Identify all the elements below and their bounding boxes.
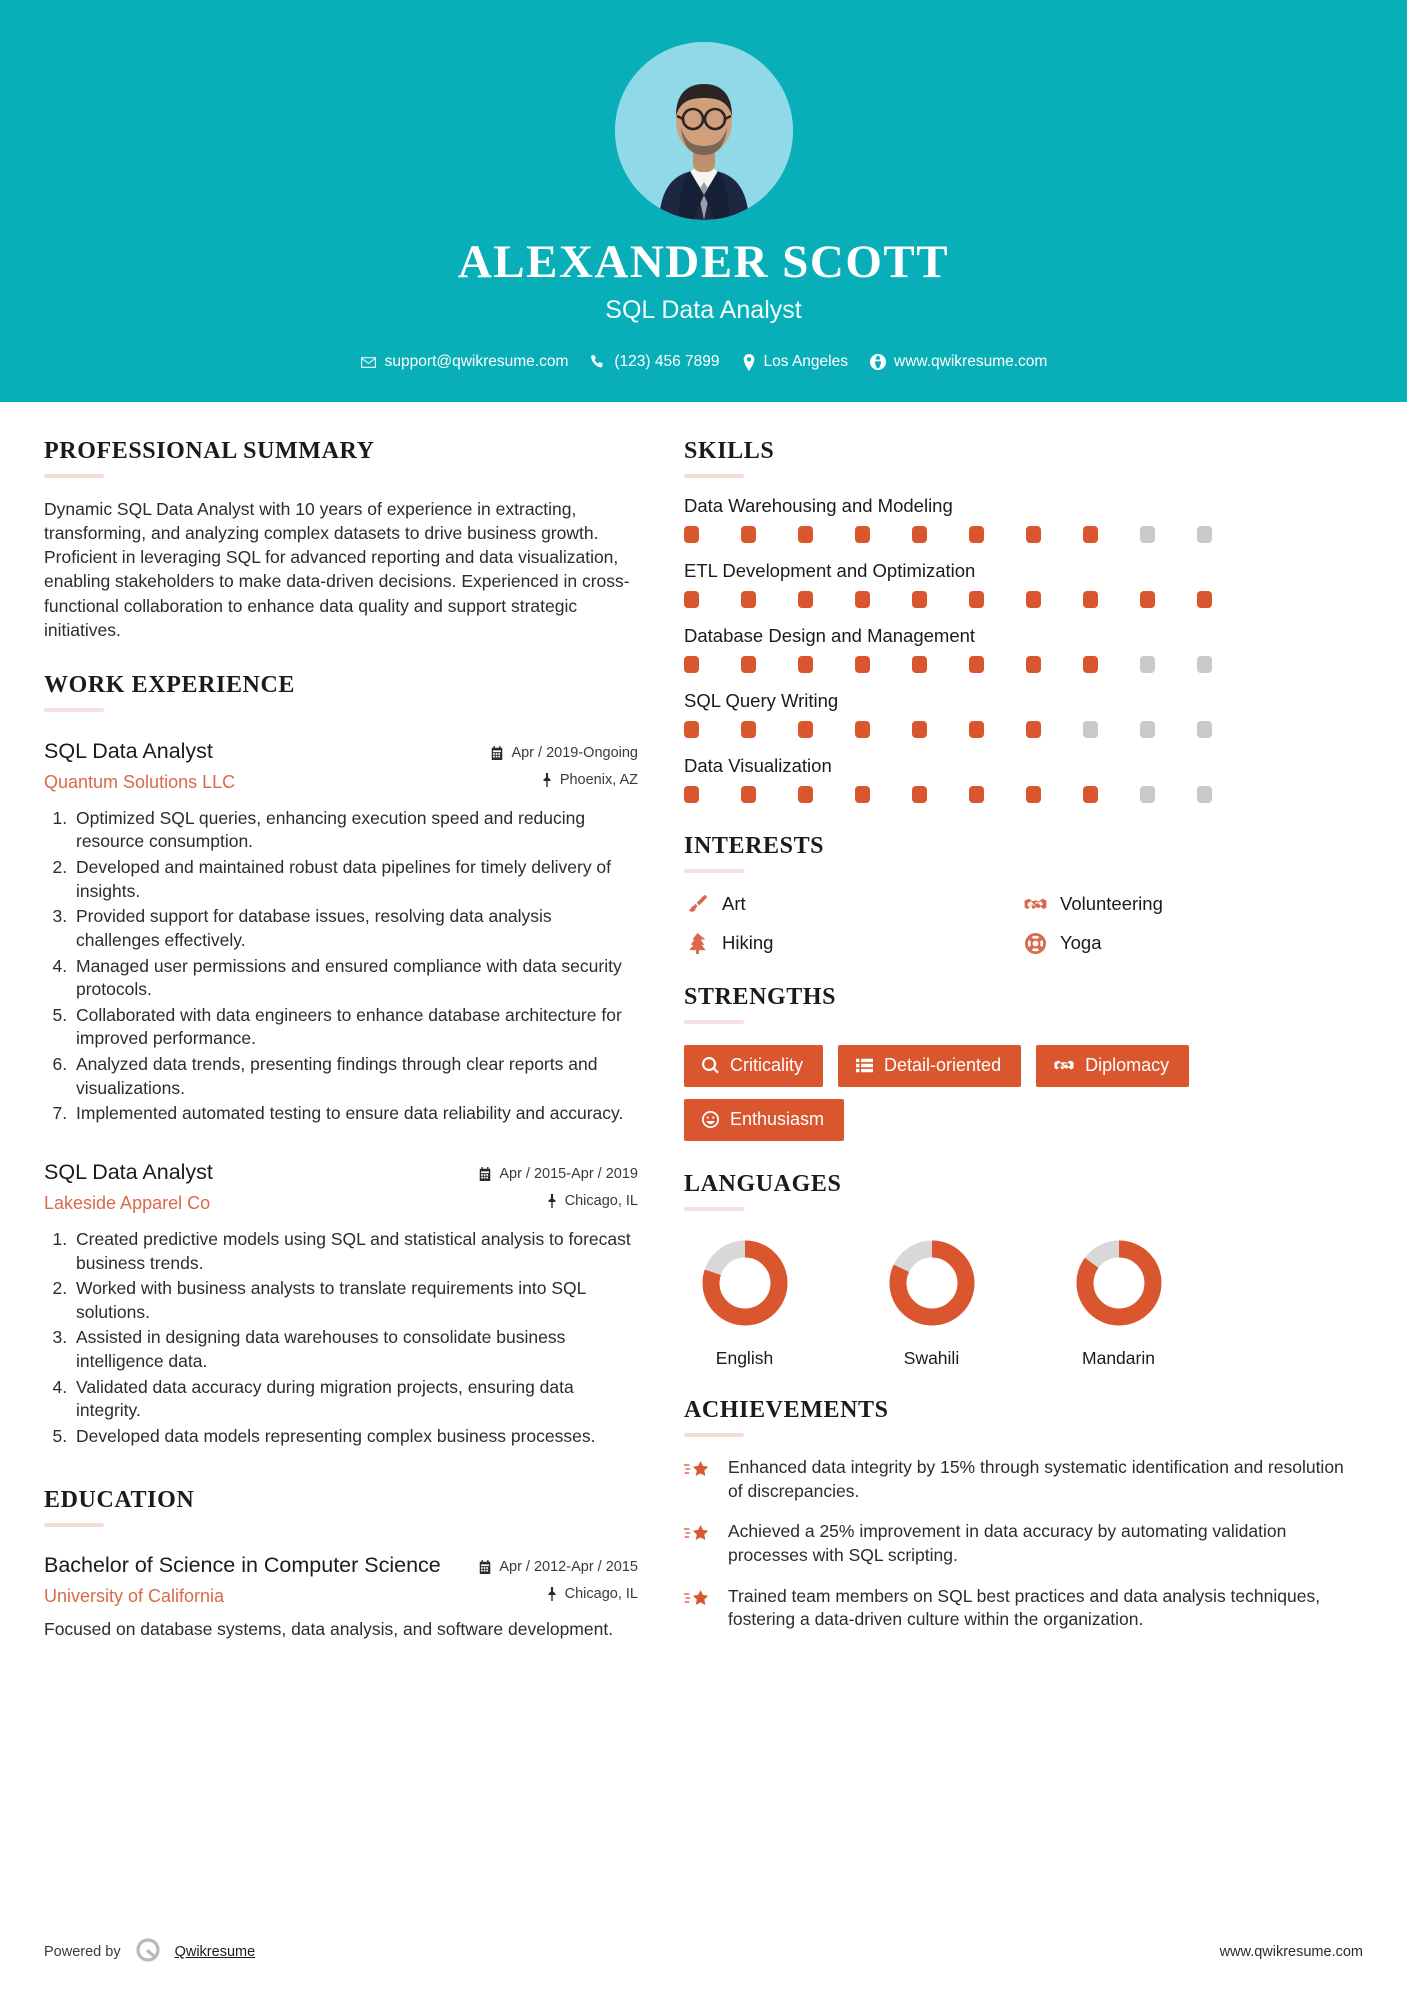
skill-dot [912, 656, 927, 673]
donut-mandarin [1071, 1235, 1167, 1331]
strength-label: Diplomacy [1085, 1055, 1170, 1075]
interest-item [684, 893, 1022, 915]
powered-by [44, 1936, 255, 1968]
pushpin-icon [541, 773, 553, 787]
section-achievements [684, 1397, 1360, 1632]
skill-dot [1140, 591, 1155, 608]
education-entry-titles [44, 1553, 478, 1607]
skill-dot [969, 526, 984, 543]
experience-bullet: 1. Optimized SQL queries, enhancing execution speed and reducing resource consumption. [72, 807, 638, 854]
section-rule [684, 1433, 744, 1437]
interest-label: Hiking [722, 932, 774, 953]
section-rule [684, 1207, 744, 1211]
language-label: Mandarin [1082, 1348, 1155, 1368]
language-item [692, 1235, 797, 1369]
experience-role: SQL Data Analyst [44, 1159, 213, 1184]
skill-dot [1140, 656, 1155, 673]
experience-bullet: 5. Collaborated with data engineers to enhance database architecture for improved performance. [72, 1004, 638, 1051]
experience-bullet: 3. Provided support for database issues, resolving data analysis challenges effectively. [72, 905, 638, 952]
strength-chip-diplomacy [1036, 1045, 1189, 1087]
section-strengths [684, 984, 1360, 1141]
experience-location-text: Chicago, IL [564, 1192, 638, 1209]
strength-label: Enthusiasm [730, 1109, 825, 1129]
section-skills [684, 438, 1360, 803]
skill-dot [798, 786, 813, 803]
skill-dot [1197, 656, 1212, 673]
section-heading-strengths: STRENGTHS [684, 984, 837, 1010]
interest-label: Yoga [1060, 932, 1102, 953]
pushpin-icon [546, 1587, 558, 1601]
interest-item [1022, 932, 1360, 954]
experience-location [490, 772, 638, 788]
section-interests [684, 833, 1360, 954]
skill-dot [855, 591, 870, 608]
skill-item [684, 625, 1360, 673]
section-heading-interests: INTERESTS [684, 833, 825, 859]
experience-entry-head [44, 739, 638, 793]
strength-label: Criticality [730, 1055, 804, 1075]
skill-dot [969, 656, 984, 673]
experience-location-text: Phoenix, AZ [559, 771, 638, 788]
skill-dot [1026, 591, 1041, 608]
experience-bullet: 2. Developed and maintained robust data pipelines for timely delivery of insights. [72, 856, 638, 903]
skill-rating [684, 526, 1360, 543]
skill-dot [969, 721, 984, 738]
interests-grid [684, 893, 1360, 954]
contact-location-text: Los Angeles [763, 353, 848, 371]
achievement-text: Achieved a 25% improvement in data accuracy by automating validation processes with SQL scripting. [728, 1521, 1287, 1565]
strength-chip-enthusiasm [684, 1099, 844, 1141]
qwikresume-brand-link[interactable]: Qwikresume [174, 1944, 256, 1960]
section-education [44, 1487, 638, 1642]
shooting-star-icon [684, 1456, 714, 1483]
skill-dot [684, 656, 699, 673]
skill-dot [912, 591, 927, 608]
section-rule [684, 1020, 744, 1024]
skill-dot [1197, 591, 1212, 608]
skill-rating [684, 786, 1360, 803]
experience-bullet: 3. Assisted in designing data warehouses to consolidate business intelligence data. [72, 1326, 638, 1373]
calendar-icon [478, 1167, 492, 1181]
education-location [478, 1586, 638, 1602]
experience-bullet: 4. Validated data accuracy during migration projects, ensuring data integrity. [72, 1376, 638, 1423]
contact-website[interactable] [870, 353, 1047, 371]
donut-english [697, 1235, 793, 1331]
calendar-icon [490, 746, 504, 760]
tree-icon [684, 933, 710, 954]
skill-dot [912, 721, 927, 738]
skill-dot [969, 786, 984, 803]
education-description: Focused on database systems, data analysis, and software development. [44, 1618, 614, 1639]
pushpin-icon [546, 1194, 558, 1208]
language-donut-chart [1066, 1235, 1171, 1336]
skill-dot [912, 526, 927, 543]
education-dates [478, 1559, 638, 1575]
experience-bullets [44, 807, 638, 1126]
skill-dot [1083, 526, 1098, 543]
strengths-list [684, 1045, 1360, 1141]
qwikresume-logo-icon [134, 1936, 162, 1968]
achievement-item [684, 1456, 1360, 1503]
section-languages [684, 1171, 1360, 1369]
skill-dot [1083, 591, 1098, 608]
experience-entry [44, 1160, 638, 1449]
skill-dot [798, 721, 813, 738]
contact-phone[interactable] [590, 353, 719, 371]
section-rule [44, 708, 104, 712]
envelope-icon [360, 354, 377, 371]
section-heading-languages: LANGUAGES [684, 1171, 842, 1197]
languages-list [684, 1235, 1360, 1369]
experience-bullet: 6. Analyzed data trends, presenting findings through clear reports and visualizations. [72, 1053, 638, 1100]
skill-dot [1083, 786, 1098, 803]
language-donut-chart [879, 1235, 984, 1336]
section-rule [44, 474, 104, 478]
education-location-text: Chicago, IL [564, 1585, 638, 1602]
experience-entry-head [44, 1160, 638, 1214]
skill-dot [798, 656, 813, 673]
strength-chip-detail-oriented [838, 1045, 1021, 1087]
skill-dot [969, 591, 984, 608]
header-job-title: SQL Data Analyst [605, 296, 802, 325]
section-heading-education: EDUCATION [44, 1486, 195, 1513]
experience-bullet: 2. Worked with business analysts to translate requirements into SQL solutions. [72, 1277, 638, 1324]
resume-body [0, 402, 1407, 1649]
skill-rating [684, 656, 1360, 673]
skill-item [684, 495, 1360, 543]
contact-location[interactable] [742, 353, 848, 371]
skill-dot [741, 526, 756, 543]
location-pin-icon [742, 354, 756, 371]
section-professional-summary [44, 438, 638, 642]
achievement-item [684, 1520, 1360, 1567]
language-item [879, 1235, 984, 1369]
interest-label: Volunteering [1060, 893, 1163, 914]
section-rule [44, 1523, 104, 1527]
skill-dot [684, 786, 699, 803]
achievements-list [684, 1456, 1360, 1632]
skill-dot [798, 591, 813, 608]
contact-email[interactable] [360, 353, 569, 371]
education-degree: Bachelor of Science in Computer Science [44, 1552, 441, 1577]
skill-dot [1083, 721, 1098, 738]
life-ring-icon [1022, 933, 1048, 954]
experience-bullet: 1. Created predictive models using SQL and statistical analysis to forecast business trends. [72, 1228, 638, 1275]
contact-email-text: support@qwikresume.com [384, 353, 569, 371]
skill-item [684, 560, 1360, 608]
strength-chip-criticality [684, 1045, 823, 1087]
experience-meta [478, 1160, 638, 1209]
list-icon [856, 1057, 873, 1074]
skill-dot [1140, 786, 1155, 803]
experience-bullet: 4. Managed user permissions and ensured compliance with data security protocols. [72, 955, 638, 1002]
skill-dot [855, 721, 870, 738]
strength-label: Detail-oriented [884, 1055, 1002, 1075]
summary-text: Dynamic SQL Data Analyst with 10 years of experience in extracting, transforming, and analyzing complex datasets to drive business growth. Proficient in leveraging SQL for advanced reporting and data visualization, enabling stakeholders to make data-driven decisions. Experienced in cross-functional collaboration to enhance data quality and support strategic initiatives. [44, 499, 630, 640]
phone-icon [590, 354, 606, 370]
skill-dot [1197, 526, 1212, 543]
resume-header [0, 0, 1407, 402]
section-rule [684, 474, 744, 478]
experience-dates [478, 1166, 638, 1182]
achievement-text: Enhanced data integrity by 15% through systematic identification and resolution of discrepancies. [728, 1457, 1344, 1501]
experience-bullet: 7. Implemented automated testing to ensure data reliability and accuracy. [72, 1102, 638, 1126]
footer-url: www.qwikresume.com [1219, 1944, 1363, 1960]
experience-bullet: 5. Developed data models representing complex business processes. [72, 1425, 638, 1449]
powered-by-label: Powered by [44, 1944, 121, 1960]
interest-item [684, 932, 1022, 954]
section-heading-summary: PROFESSIONAL SUMMARY [44, 438, 375, 464]
skill-dot [741, 656, 756, 673]
shooting-star-icon [684, 1520, 714, 1547]
paint-brush-icon [684, 894, 710, 915]
magnifier-icon [702, 1057, 719, 1074]
skill-dot [741, 591, 756, 608]
avatar [615, 42, 793, 220]
donut-swahili [884, 1235, 980, 1331]
experience-role: SQL Data Analyst [44, 738, 213, 763]
skill-dot [798, 526, 813, 543]
achievement-item [684, 1585, 1360, 1632]
experience-entry [44, 739, 638, 1126]
section-rule [684, 869, 744, 873]
page-title: ALEXANDER SCOTT [457, 236, 950, 288]
experience-entry-titles [44, 739, 490, 793]
skill-dot [741, 721, 756, 738]
skill-dot [855, 786, 870, 803]
skill-dot [912, 786, 927, 803]
resume-footer [0, 1936, 1407, 1968]
skill-dot [1026, 721, 1041, 738]
education-entry [44, 1553, 638, 1642]
right-column [684, 438, 1360, 1649]
education-dates-text: Apr / 2012-Apr / 2015 [499, 1558, 638, 1575]
skill-dot [855, 526, 870, 543]
smiley-icon [702, 1111, 719, 1128]
skill-rating [684, 591, 1360, 608]
experience-company: Lakeside Apparel Co [44, 1192, 211, 1213]
interest-item [1022, 893, 1360, 915]
skill-dot [1197, 721, 1212, 738]
skill-label: Data Warehousing and Modeling [684, 495, 953, 516]
globe-icon [870, 354, 886, 370]
achievement-text: Trained team members on SQL best practices and data analysis techniques, fostering a data-driven culture within the organization. [728, 1585, 1321, 1630]
language-label: English [715, 1348, 774, 1368]
skill-dot [1026, 786, 1041, 803]
section-heading-skills: SKILLS [684, 438, 775, 464]
skill-dot [1026, 526, 1041, 543]
skill-dot [1140, 526, 1155, 543]
experience-location [478, 1193, 638, 1209]
skill-dot [741, 786, 756, 803]
calendar-icon [478, 1560, 492, 1574]
language-item [1066, 1235, 1171, 1369]
skill-dot [684, 721, 699, 738]
left-column [44, 438, 638, 1649]
experience-meta [490, 739, 638, 788]
contact-website-text: www.qwikresume.com [894, 353, 1048, 371]
skill-label: SQL Query Writing [684, 690, 839, 711]
experience-dates-text: Apr / 2019-Ongoing [511, 744, 638, 761]
experience-entry-titles [44, 1160, 478, 1214]
education-meta [478, 1553, 638, 1602]
interest-label: Art [722, 893, 746, 914]
skill-dot [1140, 721, 1155, 738]
experience-dates-text: Apr / 2015-Apr / 2019 [499, 1165, 638, 1182]
handshake-icon [1022, 894, 1048, 915]
education-school: University of California [44, 1585, 225, 1606]
skill-dot [1197, 786, 1212, 803]
experience-company: Quantum Solutions LLC [44, 771, 236, 792]
skill-label: Database Design and Management [684, 625, 976, 646]
skill-rating [684, 721, 1360, 738]
skill-dot [1083, 656, 1098, 673]
skill-label: ETL Development and Optimization [684, 560, 976, 581]
skill-item [684, 755, 1360, 803]
language-donut-chart [692, 1235, 797, 1336]
avatar-photo-icon [615, 42, 793, 220]
shooting-star-icon [684, 1585, 714, 1612]
skill-dot [684, 526, 699, 543]
section-work-experience [44, 672, 638, 1449]
contact-row [0, 353, 1407, 371]
experience-bullets [44, 1228, 638, 1449]
handshake-icon [1054, 1057, 1074, 1074]
section-heading-experience: WORK EXPERIENCE [44, 671, 296, 698]
experience-dates [490, 745, 638, 761]
section-heading-achievements: ACHIEVEMENTS [684, 1397, 889, 1423]
education-entry-head [44, 1553, 638, 1607]
skill-label: Data Visualization [684, 755, 832, 776]
contact-phone-text: (123) 456 7899 [614, 353, 720, 371]
skill-dot [684, 591, 699, 608]
skill-dot [855, 656, 870, 673]
skill-item [684, 690, 1360, 738]
skill-dot [1026, 656, 1041, 673]
language-label: Swahili [903, 1348, 960, 1368]
